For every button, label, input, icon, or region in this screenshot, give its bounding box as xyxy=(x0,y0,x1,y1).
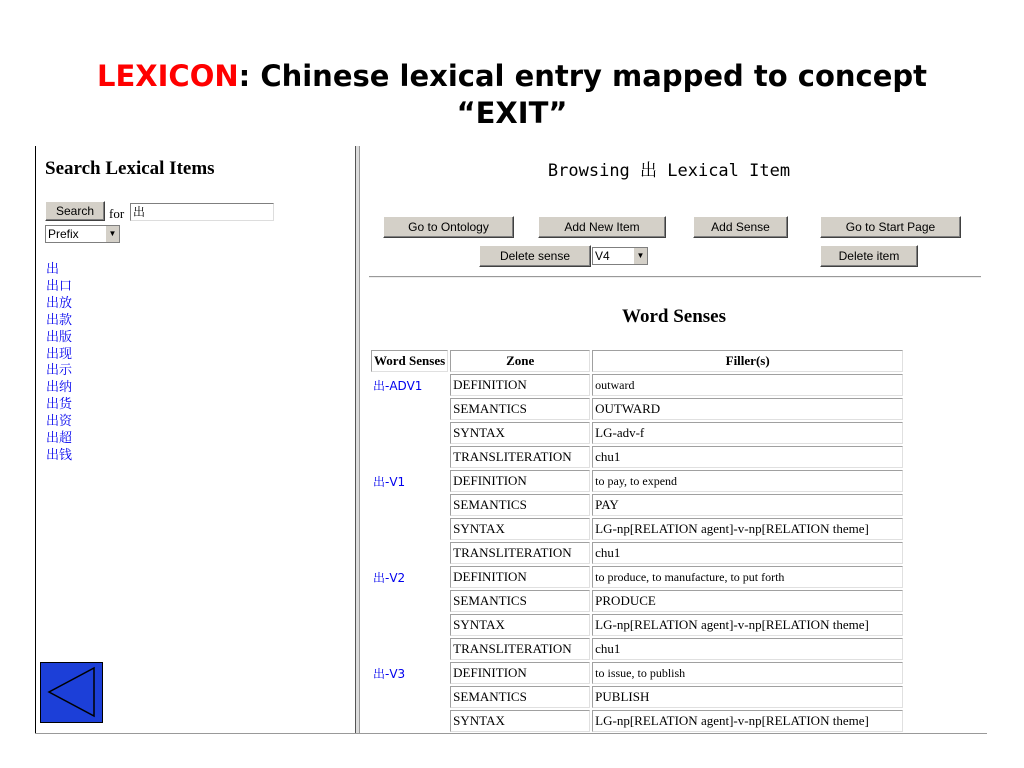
table-row xyxy=(371,686,903,708)
frame-bottom-border xyxy=(35,733,987,734)
word-senses-table xyxy=(369,348,905,732)
zone-cell: TRANSLITERATION xyxy=(450,542,590,564)
lexical-item-link[interactable]: 出超 xyxy=(46,431,73,447)
filler-cell: to issue, to publish xyxy=(592,662,903,684)
table-row xyxy=(371,638,903,660)
table-row xyxy=(371,446,903,468)
delete-item-button[interactable]: Delete item xyxy=(820,245,918,267)
delete-sense-button[interactable]: Delete sense xyxy=(479,245,591,267)
filler-cell: to pay, to expend xyxy=(592,470,903,492)
filler-cell: PAY xyxy=(592,494,903,516)
add-new-item-button[interactable]: Add New Item xyxy=(538,216,666,238)
lexical-item-link[interactable]: 出现 xyxy=(46,346,73,362)
table-row xyxy=(371,518,903,540)
lexical-item-link[interactable]: 出版 xyxy=(46,329,73,345)
table-row xyxy=(371,614,903,636)
lexical-item-link[interactable]: 出货 xyxy=(46,397,73,413)
filler-cell: LG-np[RELATION agent]-v-np[RELATION theme] xyxy=(592,614,903,636)
filler-cell: OUTWARD xyxy=(592,398,903,420)
zone-cell: DEFINITION xyxy=(450,566,590,588)
search-panel xyxy=(36,146,354,732)
search-button[interactable]: Search xyxy=(45,201,105,221)
lexical-item-link[interactable]: 出示 xyxy=(46,363,73,379)
zone-cell: SEMANTICS xyxy=(450,494,590,516)
word-senses-heading: Word Senses xyxy=(622,306,726,327)
zone-cell: DEFINITION xyxy=(450,470,590,492)
match-mode-select[interactable] xyxy=(45,225,120,243)
add-sense-button[interactable]: Add Sense xyxy=(693,216,788,238)
col-header-fillers: Filler(s) xyxy=(592,350,903,372)
lexical-item-link[interactable]: 出款 xyxy=(46,312,73,328)
table-row xyxy=(371,710,903,732)
lexical-item-link[interactable]: 出放 xyxy=(46,295,73,311)
table-row xyxy=(371,566,903,588)
zone-cell: TRANSLITERATION xyxy=(450,638,590,660)
lexical-item-link[interactable]: 出口 xyxy=(46,278,73,294)
slide-title xyxy=(0,58,1024,132)
sense-select[interactable] xyxy=(592,247,648,265)
sense-id-link[interactable]: 出-ADV1 xyxy=(373,379,423,393)
match-mode-value: Prefix xyxy=(48,227,79,241)
go-to-ontology-button[interactable]: Go to Ontology xyxy=(383,216,514,238)
table-row xyxy=(371,374,903,396)
lexical-item-link[interactable]: 出 xyxy=(46,262,60,277)
table-row xyxy=(371,470,903,492)
table-header-row xyxy=(371,350,903,372)
lexical-item-link[interactable]: 出资 xyxy=(46,414,73,430)
browse-title: Browsing 出 Lexical Item xyxy=(547,161,791,181)
filler-cell: LG-np[RELATION agent]-v-np[RELATION theme] xyxy=(592,710,903,732)
lexical-item-link[interactable]: 出钱 xyxy=(46,447,73,463)
back-button[interactable] xyxy=(40,662,103,723)
browse-panel xyxy=(359,146,987,732)
zone-cell: SYNTAX xyxy=(450,614,590,636)
col-header-word-senses: Word Senses xyxy=(371,350,448,372)
filler-cell: PUBLISH xyxy=(592,686,903,708)
filler-cell: outward xyxy=(592,374,903,396)
sense-id-link[interactable]: 出-V3 xyxy=(373,667,406,681)
table-row xyxy=(371,542,903,564)
table-row xyxy=(371,494,903,516)
slide-title-line2: “EXIT” xyxy=(456,96,568,130)
go-to-start-page-button[interactable]: Go to Start Page xyxy=(820,216,961,238)
search-heading: Search Lexical Items xyxy=(45,158,215,179)
table-row xyxy=(371,422,903,444)
zone-cell: TRANSLITERATION xyxy=(450,446,590,468)
filler-cell: PRODUCE xyxy=(592,590,903,612)
filler-cell: chu1 xyxy=(592,638,903,660)
zone-cell: DEFINITION xyxy=(450,662,590,684)
search-input[interactable]: 出 xyxy=(130,203,274,221)
sense-id-link[interactable]: 出-V2 xyxy=(373,571,406,585)
zone-cell: SYNTAX xyxy=(450,710,590,732)
zone-cell: SEMANTICS xyxy=(450,398,590,420)
zone-cell: SEMANTICS xyxy=(450,686,590,708)
filler-cell: LG-adv-f xyxy=(592,422,903,444)
zone-cell: SYNTAX xyxy=(450,518,590,540)
sense-id-link[interactable]: 出-V1 xyxy=(373,475,406,489)
table-row xyxy=(371,662,903,684)
lexical-item-link[interactable]: 出纳 xyxy=(46,380,73,396)
filler-cell: LG-np[RELATION agent]-v-np[RELATION theme] xyxy=(592,518,903,540)
filler-cell: chu1 xyxy=(592,446,903,468)
lexical-item-list xyxy=(46,262,72,465)
table-row xyxy=(371,590,903,612)
filler-cell: chu1 xyxy=(592,542,903,564)
slide-title-rest: : Chinese lexical entry mapped to concept xyxy=(238,59,928,93)
back-triangle-icon xyxy=(41,663,102,722)
divider xyxy=(369,276,981,278)
chevron-down-icon: ▼ xyxy=(105,226,119,242)
filler-cell: to produce, to manufacture, to put forth xyxy=(592,566,903,588)
for-label: for xyxy=(109,206,125,221)
zone-cell: DEFINITION xyxy=(450,374,590,396)
slide-title-accent: LEXICON xyxy=(96,59,239,93)
sense-select-value: V4 xyxy=(595,249,610,263)
col-header-zone: Zone xyxy=(450,350,590,372)
zone-cell: SEMANTICS xyxy=(450,590,590,612)
table-row xyxy=(371,398,903,420)
chevron-down-icon: ▼ xyxy=(633,248,647,264)
zone-cell: SYNTAX xyxy=(450,422,590,444)
